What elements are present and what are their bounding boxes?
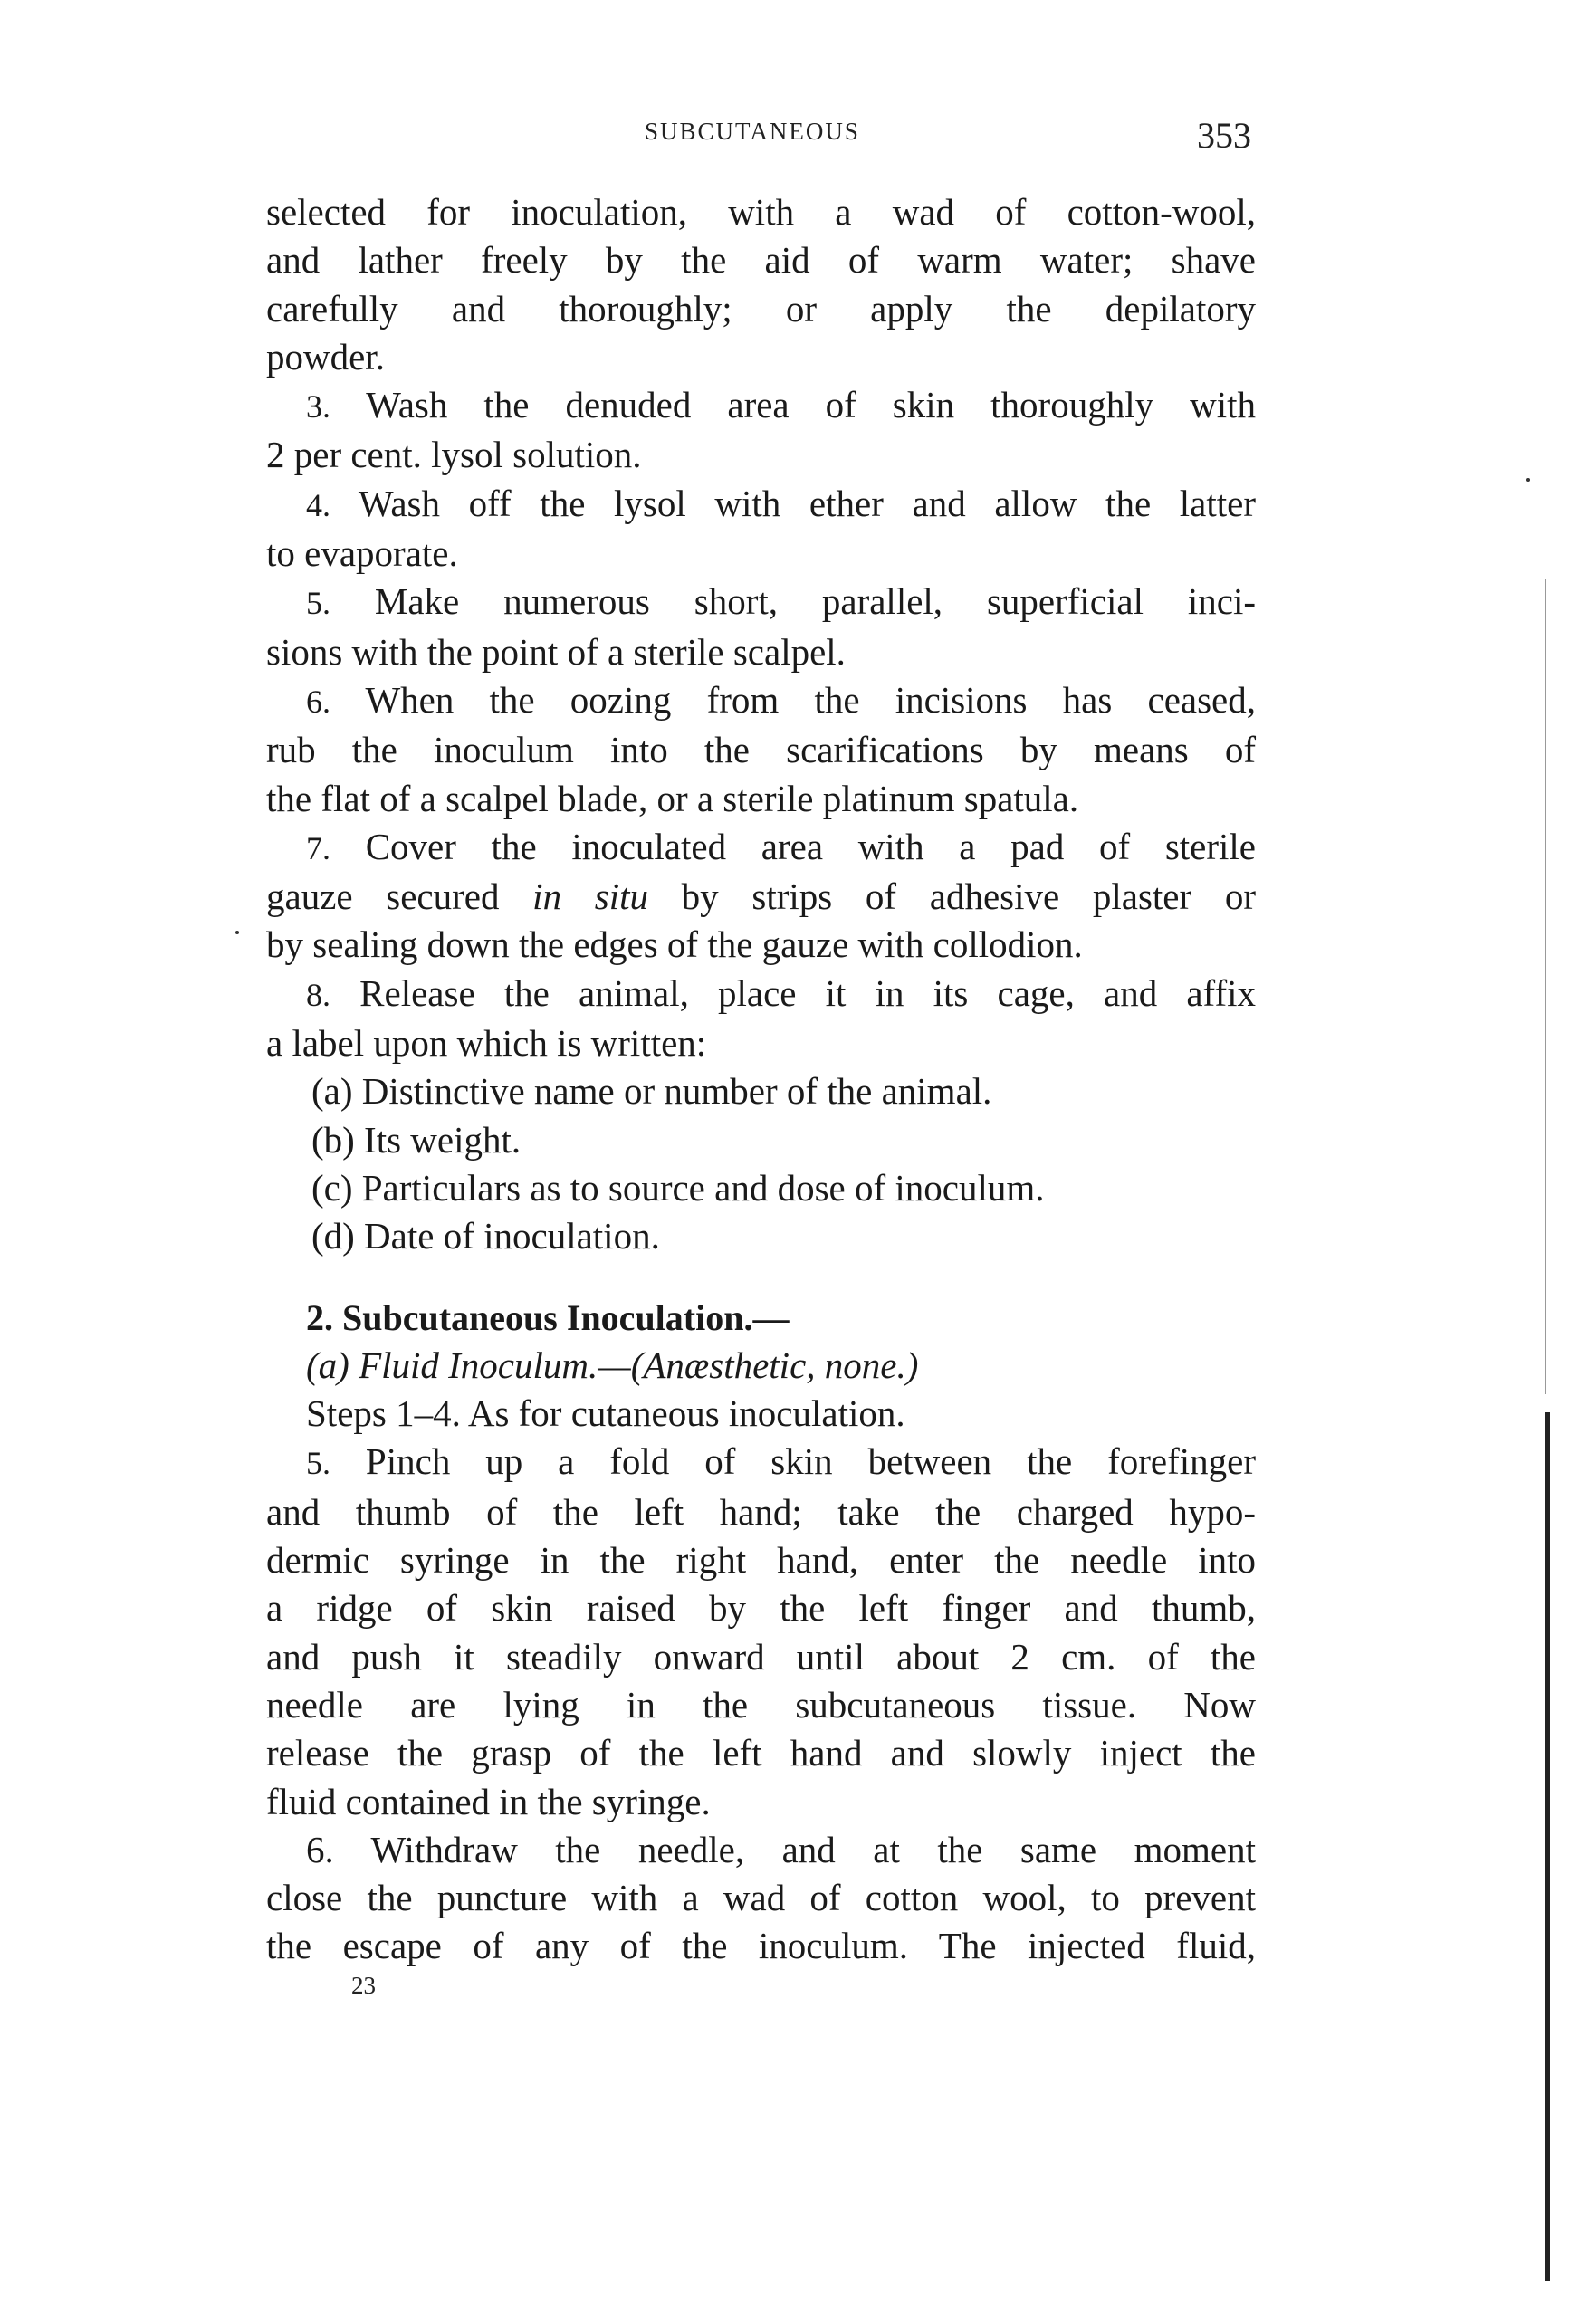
text-line: to evaporate. xyxy=(266,532,458,575)
step-text: Pinch up a fold of skin between the forefinger xyxy=(365,1440,1256,1483)
text-line: rub the inoculum into the scarifications by means of xyxy=(266,729,1256,771)
text-fragment: gauze secured xyxy=(266,875,533,918)
section-gap xyxy=(266,1261,1256,1294)
text-line: carefully and thoroughly; or apply the depilatory xyxy=(266,287,1256,330)
step-text: Withdraw the needle, and at the same moment xyxy=(370,1828,1256,1870)
subsection-letter: (a) xyxy=(306,1344,349,1386)
text-line: sions with the point of a sterile scalpel. xyxy=(266,630,846,673)
text-line: selected for inoculation, with a wad of cotton-wool, xyxy=(266,191,1256,233)
sub-step-6 xyxy=(266,1826,1256,1874)
italic-term: in situ xyxy=(532,875,648,918)
steps-reference: Steps 1–4. As for cutaneous inoculation. xyxy=(306,1392,905,1435)
text-line: and thumb of the left hand; take the charged hypo- xyxy=(266,1490,1256,1533)
scan-speck xyxy=(1526,478,1530,482)
step-number: 6. xyxy=(306,1828,334,1870)
scan-speck xyxy=(235,931,239,934)
text-line: and lather freely by the aid of warm water; shave xyxy=(266,239,1256,282)
text-fragment: by strips of adhesive plaster or xyxy=(648,875,1256,918)
text-line: 2 per cent. lysol solution. xyxy=(266,434,642,476)
step-number: 4. xyxy=(306,486,330,523)
label-item: (d) Date of inoculation. xyxy=(311,1215,660,1258)
subsection-text: Fluid Inoculum.—(Anæsthetic, none.) xyxy=(359,1344,919,1386)
page-edge-binding xyxy=(1545,1412,1550,2281)
text-line: release the grasp of the left hand and slowly inject the xyxy=(266,1732,1256,1774)
text-line: close the puncture with a wad of cotton wool, to prevent xyxy=(266,1877,1256,1919)
section-heading: 2. Subcutaneous Inoculation.— xyxy=(306,1296,790,1338)
page-body xyxy=(266,188,1256,1971)
text-line: the escape of any of the inoculum. The injected fluid, xyxy=(266,1925,1256,1967)
label-item: (b) Its weight. xyxy=(311,1118,522,1161)
step-number: 6. xyxy=(306,683,330,720)
text-line: dermic syringe in the right hand, enter the needle into xyxy=(266,1539,1256,1582)
step-number: 7. xyxy=(306,829,330,866)
step-3 xyxy=(266,381,1256,431)
step-number: 5. xyxy=(306,585,330,622)
page-edge-shadow xyxy=(1545,579,1546,1394)
text-line: fluid contained in the syringe. xyxy=(266,1780,711,1822)
step-text: Release the animal, place it in its cage, and affix xyxy=(359,971,1257,1014)
text-line: powder. xyxy=(266,335,385,378)
text-line: the flat of a scalpel blade, or a sterile platinum spatula. xyxy=(266,777,1079,819)
step-4 xyxy=(266,480,1256,530)
step-8 xyxy=(266,970,1256,1019)
step-text: Wash the denuded area of skin thoroughly with xyxy=(366,384,1256,426)
step-text: Cover the inoculated area with a pad of sterile xyxy=(365,825,1257,867)
step-7 xyxy=(266,823,1256,873)
text-line: a label upon which is written: xyxy=(266,1022,707,1065)
running-title: SUBCUTANEOUS xyxy=(645,118,860,145)
text-line: by sealing down the edges of the gauze with collodion. xyxy=(266,923,1083,966)
label-item: (a) Distinctive name or number of the animal. xyxy=(311,1070,992,1113)
step-5 xyxy=(266,578,1256,627)
step-6 xyxy=(266,676,1256,726)
step-number: 8. xyxy=(306,976,330,1013)
subsection-title xyxy=(266,1342,1256,1390)
page-number: 353 xyxy=(1197,115,1251,156)
step-text: Make numerous short, parallel, superficial inci- xyxy=(374,580,1257,623)
step-number: 5. xyxy=(306,1445,330,1482)
text-line: needle are lying in the subcutaneous tissue. Now xyxy=(266,1683,1256,1726)
sub-step-5 xyxy=(266,1438,1256,1487)
step-text: Wash off the lysol with ether and allow the latter xyxy=(358,482,1257,524)
text-line: a ridge of skin raised by the left finger and thumb, xyxy=(266,1587,1256,1630)
text-line xyxy=(266,873,1256,921)
signature-mark: 23 xyxy=(351,1972,376,1999)
text-line: and push it steadily onward until about 2 cm. of the xyxy=(266,1635,1256,1678)
label-item: (c) Particulars as to source and dose of inoculum. xyxy=(311,1166,1045,1209)
step-number: 3. xyxy=(306,388,330,426)
step-text: When the oozing from the incisions has ceased, xyxy=(365,678,1257,721)
